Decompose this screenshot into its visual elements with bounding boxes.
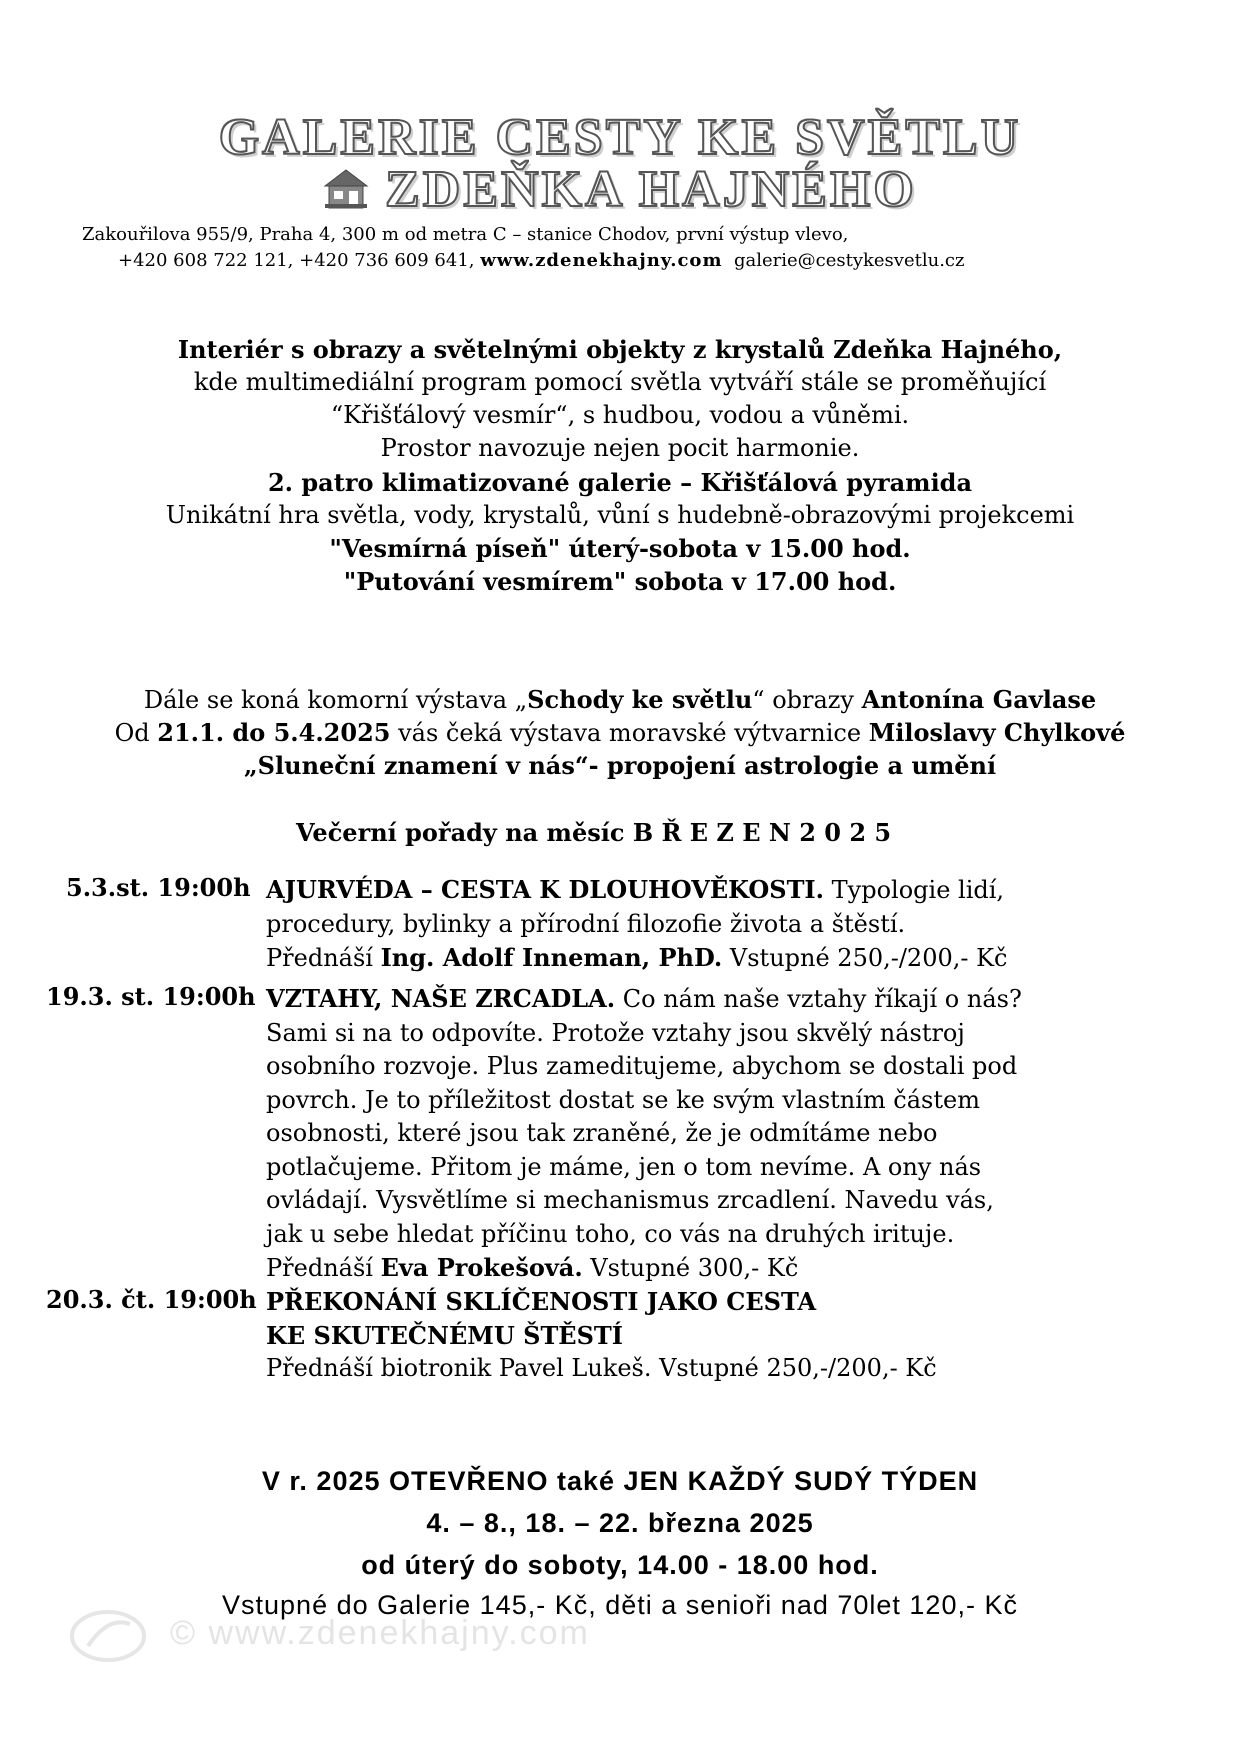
intro-line-8: "Putování vesmírem" sobota v 17.00 hod.: [343, 567, 897, 596]
event-1-desc: Typologie lidí,: [824, 876, 1005, 904]
exhibition-text: Dále se koná komorní výstava „: [143, 686, 528, 714]
exhibition-subtitle: - propojení astrologie a umění: [588, 751, 997, 780]
event-1-body: [266, 873, 1007, 976]
watermark-text: © www.zdenekhajny.com: [170, 1614, 590, 1652]
intro-line-2: kde multimediální program pomocí světla vytváří stále se proměňující: [193, 368, 1047, 396]
exhibition-line-1: [0, 683, 1240, 717]
gallery-title-line2: [0, 160, 1240, 219]
event-2-desc-line: jak u sebe hledat příčinu toho, co vás na druhých irituje.: [266, 1219, 955, 1248]
gallery-title-line2-text: ZDEŇKA HAJNÉHO: [385, 161, 917, 218]
program-heading: Večerní pořady na měsíc B Ř E Z E N 2 0 2 5: [296, 818, 892, 847]
event-2-title: VZTAHY, NAŠE ZRCADLA.: [266, 984, 616, 1013]
exhibition-line-3: [0, 749, 1240, 782]
event-2-desc-line: Sami si na to odpovíte. Protože vztahy jsou skvělý nástroj: [266, 1018, 965, 1047]
event-1-lecturer: Ing. Adolf Inneman, PhD.: [380, 943, 723, 972]
gallery-title-line1: GALERIE CESTY KE SVĚTLU: [218, 109, 1022, 166]
exhibition-name: „Sluneční znamení v nás“: [243, 751, 589, 780]
website-link[interactable]: www.zdenekhajny.com: [480, 250, 723, 271]
event-3-date: 20.3. čt. 19:00h: [46, 1285, 257, 1314]
exhibition-text: Od: [114, 719, 158, 747]
event-1-lecturer-line: [266, 941, 1007, 976]
intro-line-7: "Vesmírná píseň" úterý-sobota v 15.00 hod.: [329, 534, 911, 563]
opening-line-3: od úterý do soboty, 14.00 - 18.00 hod.: [361, 1550, 879, 1580]
intro-line-6: Unikátní hra světla, vody, krystalů, vůní s hudebně-obrazovými projekcemi: [165, 501, 1075, 529]
event-3-body: [266, 1285, 937, 1386]
contact-line: [118, 250, 964, 271]
intro-line-4: Prostor navozuje nejen pocit harmonie.: [380, 434, 860, 462]
intro-line-3: “Křišťálový vesmír“, s hudbou, vodou a vůněmi.: [330, 401, 910, 429]
opening-line-2: 4. – 8., 18. – 22. března 2025: [426, 1508, 814, 1538]
email-link[interactable]: galerie@cestykesvetlu.cz: [733, 250, 965, 271]
event-2-date: 19.3. st. 19:00h: [46, 982, 256, 1011]
address-line: Zakouřilova 955/9, Praha 4, 300 m od metra C – stanice Chodov, první výstup vlevo,: [82, 224, 849, 245]
event-1-price: Vstupné 250,-/200,- Kč: [722, 944, 1008, 972]
event-2-title-line: [266, 982, 1022, 1017]
event-2-desc-line: osobního rozvoje. Plus zameditujeme, abychom se dostali pod: [266, 1052, 1018, 1080]
exhibition-line-2: [0, 716, 1240, 750]
event-2-body: [266, 982, 1022, 1286]
event-1-desc-2: procedury, bylinky a přírodní filozofie života a štěstí.: [266, 909, 906, 938]
event-1-title: AJURVÉDA – CESTA K DLOUHOVĚKOSTI.: [266, 875, 825, 904]
event-1-date: 5.3.st. 19:00h: [66, 873, 251, 902]
event-2-desc-line: povrch. Je to příležitost dostat se ke svým vlastním částem: [266, 1085, 980, 1114]
house-logo-icon: [323, 168, 369, 210]
artist-name: Antonína Gavlase: [861, 685, 1097, 714]
event-2-desc-line: osobnosti, které jsou tak zraněné, že je odmítáme nebo: [266, 1119, 938, 1147]
event-3-title-2: KE SKUTEČNÉMU ŠTĚSTÍ: [266, 1320, 624, 1350]
event-2-desc-line: potlačujeme. Přitom je máme, jen o tom nevíme. A ony nás: [266, 1152, 982, 1181]
exhibition-dates: 21.1. do 5.4.2025: [157, 718, 391, 747]
exhibition-name: Schody ke světlu: [527, 685, 753, 714]
event-2-price: Vstupné 300,- Kč: [582, 1254, 799, 1282]
opening-line-4: Vstupné do Galerie 145,- Kč, děti a senioři nad 70let 120,- Kč: [222, 1590, 1018, 1620]
event-3-lecturer-line: Přednáší biotronik Pavel Lukeš. Vstupné 250,-/200,- Kč: [266, 1354, 937, 1382]
exhibition-text: vás čeká výstava moravské výtvarnice: [390, 719, 869, 747]
lecturer-prefix: Přednáší: [266, 1254, 381, 1282]
exhibition-text: “ obrazy: [752, 686, 862, 714]
event-2-lecturer-line: [266, 1251, 1022, 1286]
event-2-desc-line: ovládají. Vysvětlíme si mechanismus zrcadlení. Navedu vás,: [266, 1186, 994, 1214]
lecturer-prefix: Přednáší: [266, 944, 381, 972]
intro-line-1: Interiér s obrazy a světelnými objekty z krystalů Zdeňka Hajného,: [177, 335, 1063, 364]
event-3-title-1: PŘEKONÁNÍ SKLÍČENOSTI JAKO CESTA: [266, 1287, 817, 1316]
event-1-title-line: [266, 873, 1007, 908]
intro-line-5: 2. patro klimatizované galerie – Křišťálová pyramida: [267, 468, 973, 497]
event-2-lecturer: Eva Prokešová.: [380, 1253, 583, 1282]
phone-numbers: +420 608 722 121, +420 736 609 641,: [118, 250, 475, 271]
watermark-logo-icon: [68, 1606, 148, 1666]
event-2-desc: Co nám naše vztahy říkají o nás?: [615, 985, 1022, 1013]
opening-line-1: V r. 2025 OTEVŘENO také JEN KAŽDÝ SUDÝ TÝDEN: [261, 1466, 979, 1496]
artist-name: Miloslavy Chylkové: [868, 718, 1126, 747]
